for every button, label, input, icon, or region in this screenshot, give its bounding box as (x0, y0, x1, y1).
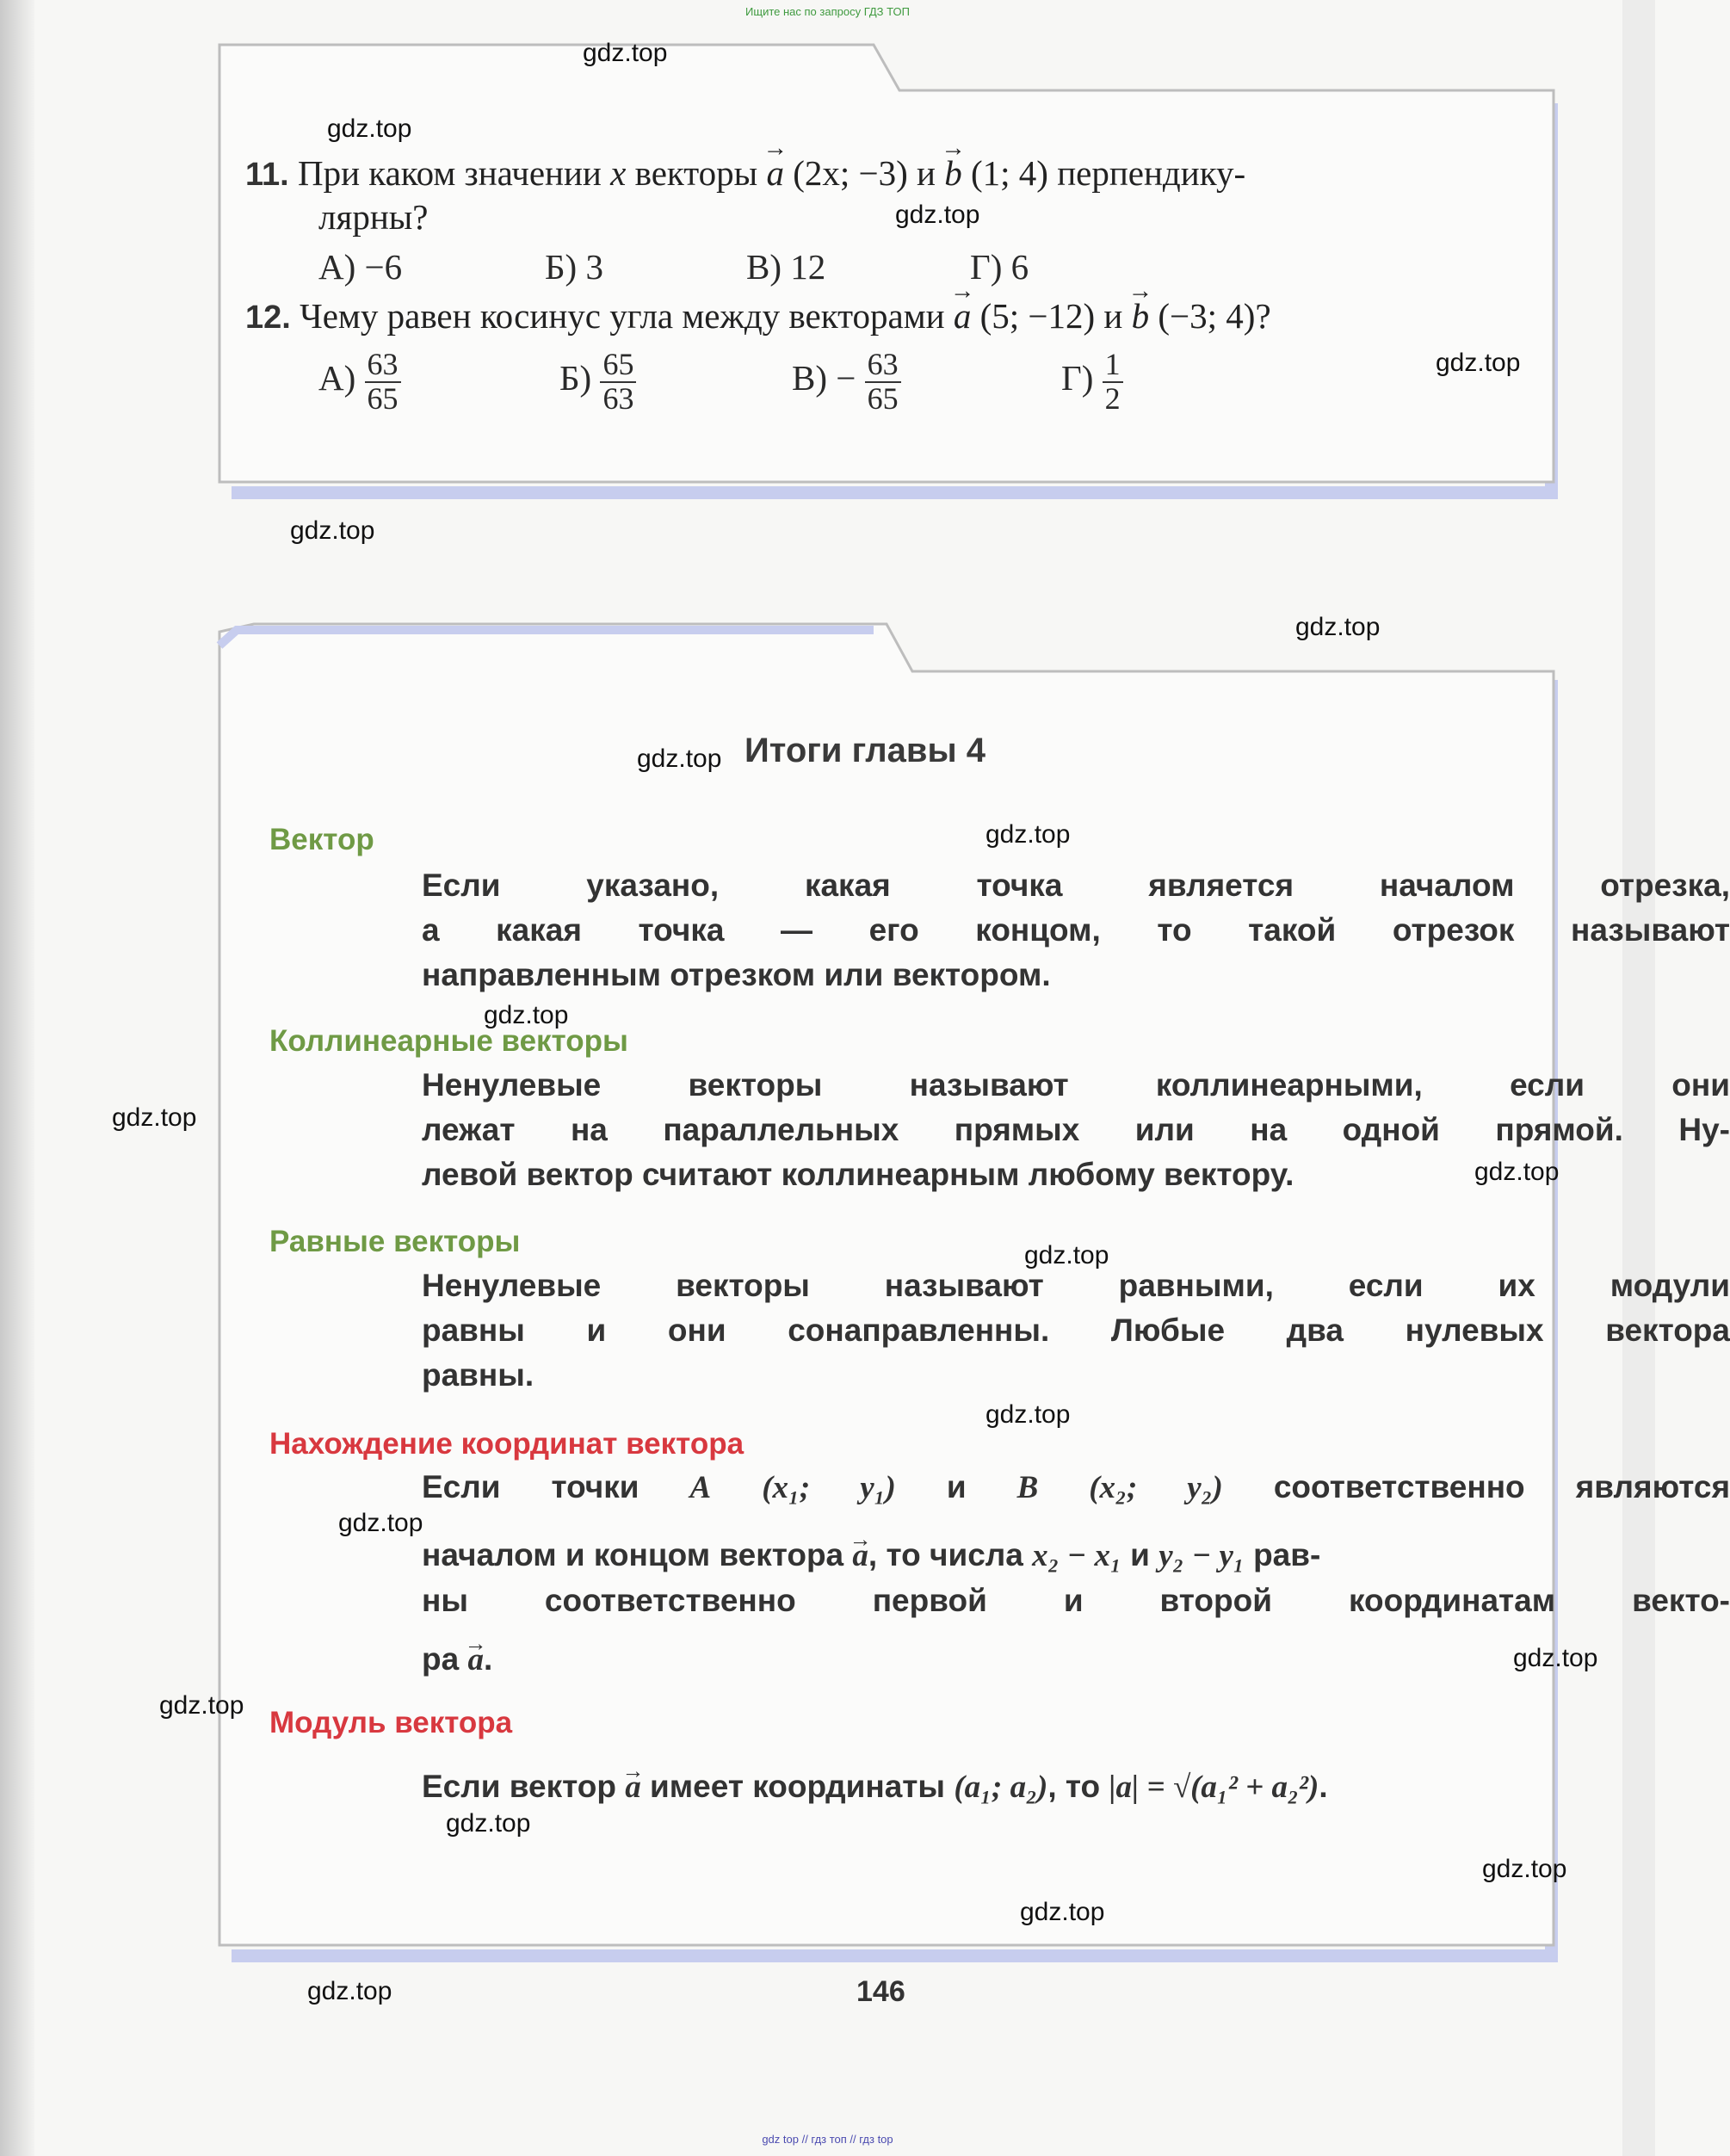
watermark: gdz.top (338, 1509, 423, 1537)
watermark: gdz.top (446, 1809, 531, 1838)
footer-links[interactable]: gdz top // гдз топ // гдз top (762, 2133, 893, 2146)
fraction: $\frac{63}{65}$ (865, 349, 901, 416)
watermark: gdz.top (1295, 613, 1381, 641)
watermark: gdz.top (1436, 349, 1521, 377)
fraction: $\frac{63}{65}$ (365, 349, 401, 416)
watermark: gdz.top (1024, 1241, 1109, 1270)
question-number: 11. (245, 157, 289, 193)
vector-a: → a (852, 1534, 868, 1578)
vector-a: → a (467, 1638, 484, 1683)
vector-a: → a (954, 295, 972, 337)
watermark: gdz.top (985, 1400, 1071, 1429)
answer-option: Г) $\frac{1}{2}$ (1061, 349, 1123, 416)
question-11-line1: 11. При каком значении x векторы → a (2x; −3) и → b (1; 4) перпендику- (245, 152, 1245, 194)
answer-option: Б) $\frac{65}{63}$ (559, 349, 636, 416)
watermark: gdz.top (1020, 1898, 1105, 1926)
section-body-collinear: Ненулевые векторы называют коллинеарными, если они лежат на параллельных прямых или на одной прямой. Ну- левой вектор считают коллинеарным любому вектору. (422, 1067, 1730, 1192)
watermark: gdz.top (1474, 1158, 1560, 1186)
answer-option: А) −6 (318, 247, 403, 287)
watermark: gdz.top (307, 1977, 392, 2005)
section-heading-vector: Вектор (269, 823, 374, 856)
watermark: gdz.top (112, 1103, 197, 1132)
watermark: gdz.top (1482, 1855, 1567, 1883)
answer-option: А) $\frac{63}{65}$ (318, 349, 401, 416)
question-12-line1: 12. Чему равен косинус угла между векторами → a (5; −12) и → b (−3; 4)? (245, 295, 1271, 337)
header-notice[interactable]: Ищите нас по запросу ГДЗ ТОП (745, 5, 910, 18)
section-heading-coordinates: Нахождение координат вектора (269, 1427, 745, 1461)
summary-title: Итоги главы 4 (745, 732, 986, 769)
section-body-equal: Ненулевые векторы называют равными, если их модули равны и они сонаправленны. Любые два нулевых вектора равны. (422, 1268, 1730, 1393)
page-number: 146 (856, 1975, 905, 2008)
question-number: 12. (245, 300, 291, 336)
section-heading-equal: Равные векторы (269, 1225, 521, 1258)
answer-option: Г) 6 (970, 247, 1029, 287)
answer-option: В) 12 (746, 247, 826, 287)
vector-b: → b (944, 152, 962, 194)
answer-option: В) − $\frac{63}{65}$ (792, 349, 901, 416)
vector-b: → b (1132, 295, 1150, 337)
section-body-coordinates: Если точки A (x₁; y₁) и B (x₂; y₂) соответственно являются началом и концом вектора → a, то числа x₂ − x₁ и y₂ − y₁ рав- ны соответственно первой и второй координатам векто- ра → a. (422, 1465, 1730, 1683)
watermark: gdz.top (327, 114, 412, 143)
watermark: gdz.top (1513, 1644, 1598, 1672)
fraction: $\frac{65}{63}$ (600, 349, 636, 416)
section-body-vector: Если указано, какая точка является началом отрезка, а какая точка — его концом, то такой отрезок называют направленным отрезком или вектором. (422, 868, 1730, 992)
watermark: gdz.top (895, 201, 980, 229)
section-heading-magnitude: Модуль вектора (269, 1706, 513, 1739)
questions-panel-frame (219, 43, 1558, 491)
question-11-line2: лярны? (318, 197, 429, 237)
fraction: $\frac{1}{2}$ (1103, 349, 1123, 416)
page-fold-shadow (0, 0, 34, 2156)
watermark: gdz.top (583, 39, 668, 67)
vector-a: → a (625, 1765, 641, 1810)
section-heading-collinear: Коллинеарные векторы (269, 1024, 628, 1058)
watermark: gdz.top (637, 744, 722, 773)
section-body-magnitude: Если вектор → a имеет координаты (a₁; a₂), то |a| = √(a₁² + a₂²). (422, 1764, 1730, 1810)
magnitude-formula: |a| = √(a₁² + a₂²) (1109, 1770, 1319, 1805)
questions-panel (219, 43, 1558, 491)
watermark: gdz.top (290, 516, 375, 545)
answer-option: Б) 3 (545, 247, 603, 287)
watermark: gdz.top (159, 1691, 244, 1720)
watermark: gdz.top (985, 820, 1071, 849)
vector-a: → a (766, 152, 784, 194)
watermark: gdz.top (484, 1001, 569, 1029)
